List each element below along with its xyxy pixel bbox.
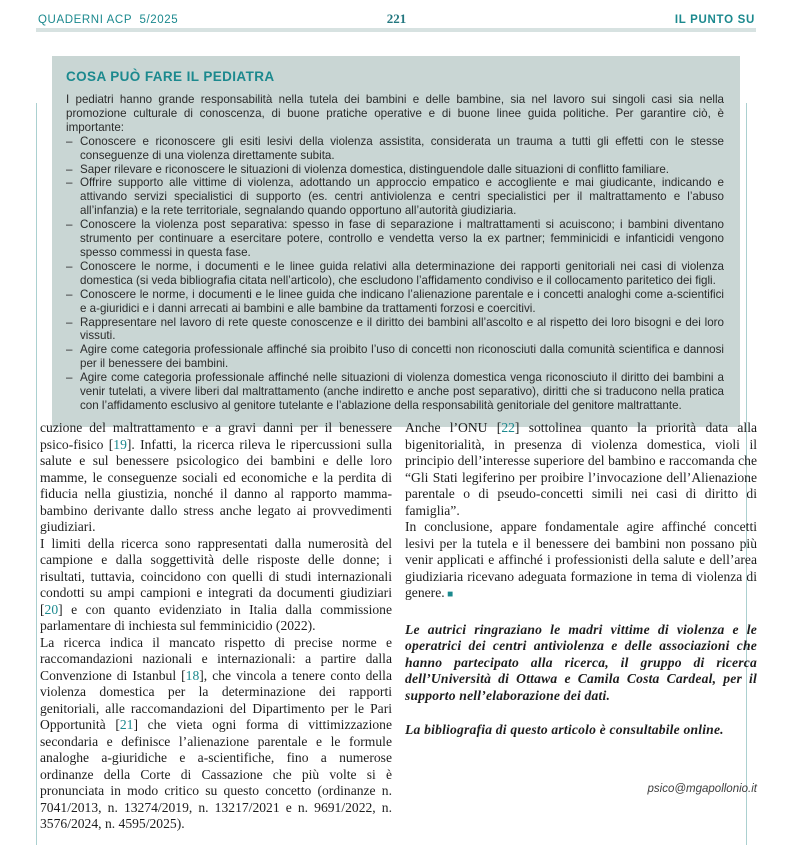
paragraph: cuzione del maltrattamento e a gravi danni per il benessere psico-fisico [19]. Infatti, la ricerca rileva le ripercussioni sulla salute e sul benessere psicologico dei bambini e delle loro mamme, le conseguenze sociali ed economiche e la perdita di fiducia nella giustizia, nonché il danno al rapporto mamma-bambino derivante dallo stress anche legato ai provvedimenti giudiziari. — [40, 420, 392, 534]
box-list-item-text: Conoscere la violenza post separativa: spesso in fase di separazione i maltrattamenti si acuiscono; i bambini diventano strumento per continuare a esercitare potere, controllo e vendetta verso la ex partner; femminicidi e infanticidi vengono spesso commessi in questa fase. — [80, 218, 724, 259]
pediatrician-actions-box — [52, 56, 740, 427]
column-right — [405, 420, 757, 833]
box-list-item-text: Conoscere le norme, i documenti e le linee guida relativi alla determinazione dei rapporti genitoriali nei casi di violenza domestica (si veda bibliografia citata nell’articolo), che escludono l’affidamento condiviso e il collocamento paritetico dei figli. — [80, 259, 724, 287]
box-list-item-text: Saper rilevare e riconoscere le situazioni di violenza domestica, distinguendole dalle situazioni di conflitto familiare. — [80, 162, 670, 176]
bullet-dash: – — [66, 218, 73, 232]
bibliography-note: La bibliografia di questo articolo è consultabile online. — [405, 722, 724, 737]
box-list — [66, 135, 724, 413]
box-title: COSA PUÒ FARE IL PEDIATRA — [66, 69, 275, 84]
paragraph: I limiti della ricerca sono rappresentati dalla numerosità del campione e dalla soggettività delle risposte delle donne; i risultati, tuttavia, coincidono con quelli di studi internazionali condotti su ampi campioni e integrati da documenti giudiziari [20] e con quanto evidenziato in Italia dalla commissione parlamentare di inchiesta sul femminicidio (2022). — [40, 535, 392, 633]
header-rule — [36, 28, 756, 32]
paragraph: La ricerca indica il mancato rispetto di precise norme e raccomandazioni nazionali e internazionali: a partire dalla Convenzione di Istanbul [18], che vincola a tenere conto della violenza domestica per la determinazione dei rapporti genitoriali, alle raccomandazioni del Dipartimento per le Pari Opportunità [21] che vieta ogni forma di vittimizzazione secondaria e definisce l’alienazione parentale e le formule analoghe a-giuridiche e a-scientifiche, fino a numerose ordinanze della Corte di Cassazione che più volte si è pronunciata in modo critico su questo concetto (ordinanze n. 7041/2013, n. 13274/2019, n. 13217/2021 e n. 9691/2022, n. 3576/2024, n. 4595/2025). — [40, 634, 392, 831]
bullet-dash: – — [66, 259, 73, 273]
box-list-item-text: Offrire supporto alle vittime di violenza, adottando un approccio empatico e accogliente e mai giudicante, indicando e attivando servizi specialistici di supporto (es. centri antiviolenza e centri specialistici per il maltrattamento e l’abuso all’infanzia) e la rete territoriale, segnalando quando opportuno all’autorità giudiziaria. — [80, 176, 724, 218]
box-intro: I pediatri hanno grande responsabilità nella tutela dei bambini e delle bambine, sia nel lavoro sui singoli casi sia nella promozione culturale di conoscenza, di buone pratiche operative e di buone linee guida politiche. Per garantire ciò, è importante: — [66, 93, 724, 134]
page-header — [38, 11, 755, 27]
article-body — [40, 420, 757, 833]
box-list-item — [66, 218, 724, 260]
box-list-item-text: Agire come categoria professionale affinché nelle situazioni di violenza domestica venga riconosciuto il diritto dei bambini a venir tutelati, a vivere liberi dal maltrattamento (anche indiretto e anche post separativo), diritti che si traducono nella pratica con l’affidamento esclusivo al genitore tutelante e l’ablazione della responsabilità genitoriale del genitore maltrattante. — [80, 371, 724, 412]
box-list-item-text: Conoscere e riconoscere gli esiti lesivi della violenza assistita, considerata un trauma a tutti gli effetti con le stesse conseguenze di una violenza direttamente subita. — [80, 134, 724, 162]
box-list-item-text: Conoscere le norme, i documenti e le linee guida che indicano l’alienazione parentale e i concetti analoghi come a-scientifici e a-giuridici e i danni arrecati ai bambini e alle bambine da trattamenti forzosi e coercitivi. — [80, 287, 724, 315]
box-list-item — [66, 343, 724, 371]
author-email: psico@mgapollonio.it — [647, 782, 757, 795]
left-margin-line — [36, 103, 37, 845]
box-list-item — [66, 176, 724, 218]
bullet-dash: – — [66, 287, 73, 301]
box-list-item-text: Rappresentare nel lavoro di rete queste conoscenze e il diritto dei bambini all’ascolto e al rispetto dei loro bisogni e dei loro vissuti. — [80, 315, 724, 343]
box-list-item — [66, 260, 724, 288]
bullet-dash: – — [66, 371, 73, 385]
bullet-dash: – — [66, 343, 73, 357]
acknowledgment: Le autrici ringraziano le madri vittime di violenza e le operatrici dei centri antiviolenza e delle associazioni che hanno partecipato alla ricerca, il gruppo di ricerca dell’Università di Ottawa e Camila Costa Cardeal, per il supporto nell’elaborazione dei dati. — [405, 621, 757, 703]
box-list-item — [66, 163, 724, 177]
box-list-item — [66, 371, 724, 413]
section-label: IL PUNTO SU — [674, 14, 755, 26]
box-list-item — [66, 135, 724, 163]
journal-title: QUADERNI ACP 5/2025 — [38, 14, 179, 26]
box-list-item — [66, 288, 724, 316]
box-list-item — [66, 316, 724, 344]
bullet-dash: – — [66, 176, 73, 190]
page-number: 221 — [386, 11, 407, 26]
paragraph: Anche l’ONU [22] sottolinea quanto la priorità data alla bigenitorialità, in presenza di violenza domestica, violi il principio dell’interesse superiore del bambino e raccomanda che “Gli Stati legiferino per proibire l’invocazione dell’Alienazione parentale o di pseudo-concetti simili nei casi di diritto di famiglia”. — [405, 420, 757, 518]
paragraph: In conclusione, appare fondamentale agire affinché concetti lesivi per la tutela e il benessere dei bambini non possano più venir applicati e affinché i professionisti della salute e dell’area giudiziaria ricevano adeguata formazione in tema di violenza di genere. ■ — [405, 519, 757, 600]
bullet-dash: – — [66, 162, 73, 176]
column-left — [40, 420, 392, 833]
bullet-dash: – — [66, 315, 73, 329]
bullet-dash: – — [66, 134, 73, 148]
box-list-item-text: Agire come categoria professionale affinché sia proibito l’uso di concetti non riconosciuti dalla comunità scientifica e dannosi per il benessere dei bambini. — [80, 343, 724, 371]
